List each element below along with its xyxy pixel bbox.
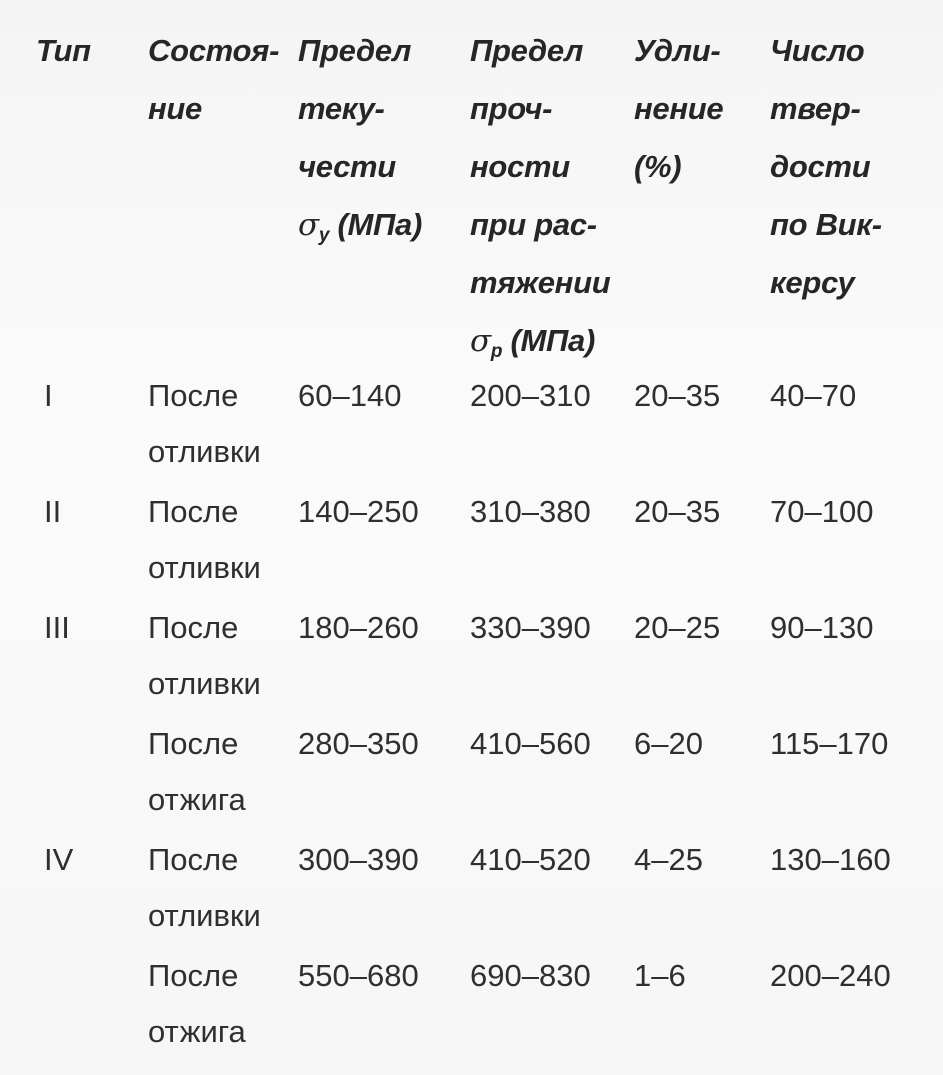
cell-hardness: 70–100 — [770, 494, 874, 529]
cell-type: III — [44, 610, 70, 645]
cell-tensile: 410–520 — [470, 842, 591, 877]
cell-elongation: 1–6 — [634, 958, 686, 993]
header-state — [148, 22, 279, 138]
header-state-line: ние — [148, 91, 203, 126]
header-yield-line: чести — [298, 149, 396, 184]
header-type-line: Тип — [36, 33, 91, 68]
cell-state-line: После — [148, 726, 239, 761]
table-row — [0, 948, 943, 1064]
header-hardness-line: дости — [770, 149, 871, 184]
cell-state-line: После — [148, 378, 239, 413]
table-row — [0, 368, 943, 484]
sigma-subscript: y — [318, 225, 330, 246]
header-yield-symbol-line — [298, 196, 422, 254]
cell-tensile: 310–380 — [470, 494, 591, 529]
cell-type: IV — [44, 842, 74, 877]
cell-state-line: После — [148, 842, 239, 877]
header-tensile-line: ности — [470, 149, 570, 184]
header-tensile-strength — [470, 22, 610, 370]
table-row — [0, 484, 943, 600]
header-tensile-line: проч- — [470, 91, 553, 126]
table-row — [0, 600, 943, 716]
cell-type: I — [44, 378, 53, 413]
cell-state-line: отжига — [148, 782, 246, 817]
header-yield-line: Предел — [298, 33, 412, 68]
header-hardness-line: твер- — [770, 91, 861, 126]
cell-elongation: 20–25 — [634, 610, 721, 645]
cell-state-line: отливки — [148, 434, 261, 469]
cell-yield: 280–350 — [298, 726, 419, 761]
cell-state-line: После — [148, 958, 239, 993]
header-yield-strength — [298, 22, 422, 254]
cell-tensile: 330–390 — [470, 610, 591, 645]
cell-yield: 300–390 — [298, 842, 419, 877]
cell-state — [148, 484, 261, 596]
cell-elongation: 4–25 — [634, 842, 703, 877]
cell-state-line: отжига — [148, 1014, 246, 1049]
cell-yield: 180–260 — [298, 610, 419, 645]
cell-state — [148, 600, 261, 712]
cell-tensile: 410–560 — [470, 726, 591, 761]
cell-state-line: отливки — [148, 666, 261, 701]
header-elongation-line: (%) — [634, 149, 682, 184]
table-row — [0, 716, 943, 832]
cell-type: II — [44, 494, 62, 529]
cell-state-line: После — [148, 610, 239, 645]
cell-hardness: 200–240 — [770, 958, 891, 993]
header-tensile-line: Предел — [470, 33, 584, 68]
cell-state-line: отливки — [148, 550, 261, 585]
cell-elongation: 20–35 — [634, 378, 721, 413]
header-state-line: Состоя- — [148, 33, 280, 68]
unit-label: (МПа) — [510, 323, 596, 358]
cell-hardness: 40–70 — [770, 378, 857, 413]
header-hardness-line: Число — [770, 33, 865, 68]
header-vickers-hardness — [770, 22, 882, 312]
cell-tensile: 690–830 — [470, 958, 591, 993]
cell-hardness: 130–160 — [770, 842, 891, 877]
cell-yield: 550–680 — [298, 958, 419, 993]
cell-state — [148, 948, 246, 1060]
cell-hardness: 90–130 — [770, 610, 874, 645]
cell-yield: 140–250 — [298, 494, 419, 529]
header-yield-line: теку- — [298, 91, 385, 126]
cell-yield: 60–140 — [298, 378, 402, 413]
header-tensile-line: тяжении — [470, 265, 611, 300]
sigma-symbol: σ — [470, 323, 491, 359]
header-tensile-line: при рас- — [470, 207, 597, 242]
sigma-symbol: σ — [298, 207, 319, 243]
header-hardness-line: по Вик- — [770, 207, 882, 242]
cell-elongation: 6–20 — [634, 726, 703, 761]
cell-state-line: После — [148, 494, 239, 529]
unit-label: (МПа) — [337, 207, 422, 242]
header-hardness-line: керсу — [770, 265, 855, 300]
cell-elongation: 20–35 — [634, 494, 721, 529]
header-tensile-symbol-line — [470, 312, 610, 370]
cell-state — [148, 832, 261, 944]
header-elongation-line: Удли- — [634, 33, 721, 68]
table-row — [0, 832, 943, 948]
sigma-subscript: p — [490, 341, 503, 362]
cell-state — [148, 368, 261, 480]
header-elongation-line: нение — [634, 91, 724, 126]
cell-state-line: отливки — [148, 898, 261, 933]
cell-state — [148, 716, 246, 828]
header-elongation — [634, 22, 723, 196]
cell-hardness: 115–170 — [770, 726, 889, 761]
cell-tensile: 200–310 — [470, 378, 591, 413]
header-type — [36, 22, 91, 80]
